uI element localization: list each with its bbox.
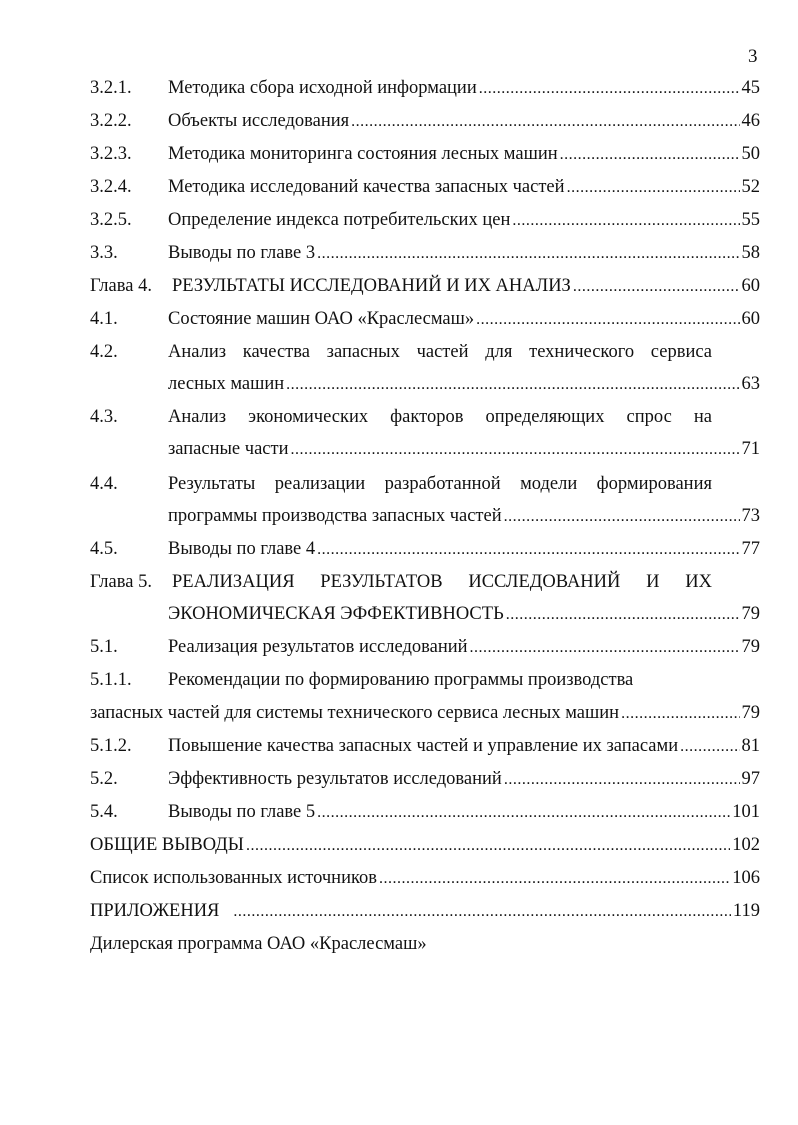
entry-page: 58 — [741, 243, 760, 263]
entry-title: Анализ качества запасных частей для технического сервиса — [168, 342, 712, 362]
entry-title: Анализ экономических факторов определяющих спрос на — [168, 407, 712, 427]
dot-leader — [573, 278, 740, 296]
dot-leader — [470, 639, 740, 657]
dot-leader — [351, 113, 739, 131]
toc-entry — [90, 144, 760, 165]
entry-title: ОБЩИЕ ВЫВОДЫ — [90, 835, 244, 855]
entry-number: 3.3. — [90, 243, 118, 263]
entry-number: 4.5. — [90, 539, 118, 559]
toc-entry — [90, 736, 760, 757]
entry-page: 77 — [741, 539, 760, 559]
toc-entry-continuation — [168, 506, 760, 527]
dot-leader — [233, 903, 731, 921]
toc-entry — [90, 670, 660, 691]
entry-title: Повышение качества запасных частей и управление их запасами — [168, 736, 679, 756]
entry-title: Объекты исследования — [168, 111, 350, 131]
appendix-title: Дилерская программа ОАО «Краслесмаш» — [90, 934, 427, 954]
dot-leader — [317, 804, 730, 822]
entry-title: ПРИЛОЖЕНИЯ — [90, 901, 220, 921]
entry-page: 79 — [741, 703, 760, 723]
toc-entry — [90, 901, 760, 922]
entry-number: 5.2. — [90, 769, 118, 789]
entry-title: Выводы по главе 5 — [168, 802, 316, 822]
entry-title-continued: запасных частей для системы технического сервиса лесных машин — [90, 703, 620, 723]
toc-entry — [90, 78, 760, 99]
entry-title: Эффективность результатов исследований — [168, 769, 502, 789]
dot-leader — [567, 179, 740, 197]
toc-entry-continuation — [168, 604, 760, 625]
entry-title: Выводы по главе 4 — [168, 539, 316, 559]
chapter-title: РЕАЛИЗАЦИЯ РЕЗУЛЬТАТОВ ИССЛЕДОВАНИЙ И ИХ — [172, 572, 712, 592]
entry-number: 5.1.2. — [90, 736, 132, 756]
toc-entry-continuation — [168, 439, 760, 460]
entry-title-continued: программы производства запасных частей — [168, 506, 502, 526]
dot-leader — [246, 837, 730, 855]
dot-leader — [290, 441, 739, 459]
toc-entry — [90, 539, 760, 560]
entry-number: 4.1. — [90, 309, 118, 329]
dot-leader — [479, 80, 740, 98]
toc-entry — [90, 637, 760, 658]
dot-leader — [504, 508, 740, 526]
entry-title: Методика мониторинга состояния лесных машин — [168, 144, 558, 164]
entry-page: 50 — [741, 144, 760, 164]
entry-title: Результаты реализации разработанной модели формирования — [168, 474, 712, 494]
chapter-title-continued: ЭКОНОМИЧЕСКАЯ ЭФФЕКТИВНОСТЬ — [168, 604, 504, 624]
entry-number: 3.2.1. — [90, 78, 132, 98]
toc-entry-continuation — [90, 703, 760, 724]
toc-entry — [90, 474, 712, 495]
entry-title-continued: лесных машин — [168, 374, 285, 394]
toc-entry — [90, 802, 760, 823]
chapter-number: Глава 5. — [90, 572, 152, 592]
entry-number: 4.2. — [90, 342, 118, 362]
entry-page: 106 — [732, 868, 760, 888]
toc-entry — [90, 342, 712, 363]
entry-page: 71 — [741, 439, 760, 459]
toc-chapter-entry — [90, 572, 712, 593]
entry-page: 97 — [741, 769, 760, 789]
entry-page: 73 — [741, 506, 760, 526]
entry-title: Рекомендации по формированию программы производства — [168, 670, 634, 690]
toc-entry — [90, 868, 760, 889]
toc-entry — [90, 243, 760, 264]
entry-number: 3.2.4. — [90, 177, 132, 197]
toc-entry — [90, 407, 712, 428]
entry-title: Реализация результатов исследований — [168, 637, 468, 657]
entry-title: Определение индекса потребительских цен — [168, 210, 511, 230]
entry-page: 45 — [741, 78, 760, 98]
toc-entry — [90, 769, 760, 790]
entry-number: 5.1. — [90, 637, 118, 657]
entry-number: 4.3. — [90, 407, 118, 427]
toc-entry — [90, 835, 760, 856]
chapter-title: РЕЗУЛЬТАТЫ ИССЛЕДОВАНИЙ И ИХ АНАЛИЗ — [172, 276, 571, 296]
dot-leader — [512, 212, 739, 230]
entry-title-continued: запасные части — [168, 439, 289, 459]
dot-leader — [379, 870, 730, 888]
entry-title: Состояние машин ОАО «Краслесмаш» — [168, 309, 475, 329]
entry-page: 119 — [732, 901, 760, 921]
entry-title: Методика исследований качества запасных частей — [168, 177, 565, 197]
page-number: 3 — [748, 46, 758, 67]
entry-page: 63 — [741, 374, 760, 394]
toc-entry — [90, 309, 760, 330]
entry-title: Список использованных источников — [90, 868, 378, 888]
toc-entry — [90, 177, 760, 198]
dot-leader — [506, 606, 740, 624]
entry-title: Методика сбора исходной информации — [168, 78, 477, 98]
dot-leader — [504, 771, 740, 789]
dot-leader — [680, 738, 739, 756]
toc-entry-continuation — [168, 374, 760, 395]
entry-number: 5.4. — [90, 802, 118, 822]
entry-page: 79 — [741, 637, 760, 657]
entry-page: 102 — [732, 835, 760, 855]
entry-page: 60 — [741, 309, 760, 329]
entry-number: 3.2.5. — [90, 210, 132, 230]
dot-leader — [286, 376, 739, 394]
entry-page: 101 — [732, 802, 760, 822]
entry-page: 60 — [741, 276, 760, 296]
toc-chapter-entry — [90, 276, 760, 297]
entry-number: 4.4. — [90, 474, 118, 494]
entry-page: 79 — [741, 604, 760, 624]
entry-number: 3.2.3. — [90, 144, 132, 164]
entry-page: 81 — [741, 736, 760, 756]
dot-leader — [317, 541, 739, 559]
entry-page: 46 — [741, 111, 760, 131]
entry-number: 3.2.2. — [90, 111, 132, 131]
dot-leader — [560, 146, 740, 164]
toc-entry — [90, 111, 760, 132]
chapter-number: Глава 4. — [90, 276, 152, 296]
entry-number: 5.1.1. — [90, 670, 132, 690]
toc-entry — [90, 210, 760, 231]
entry-title: Выводы по главе 3 — [168, 243, 316, 263]
dot-leader — [621, 705, 739, 723]
entry-page: 55 — [741, 210, 760, 230]
entry-page: 52 — [741, 177, 760, 197]
dot-leader — [317, 245, 739, 263]
dot-leader — [476, 311, 739, 329]
